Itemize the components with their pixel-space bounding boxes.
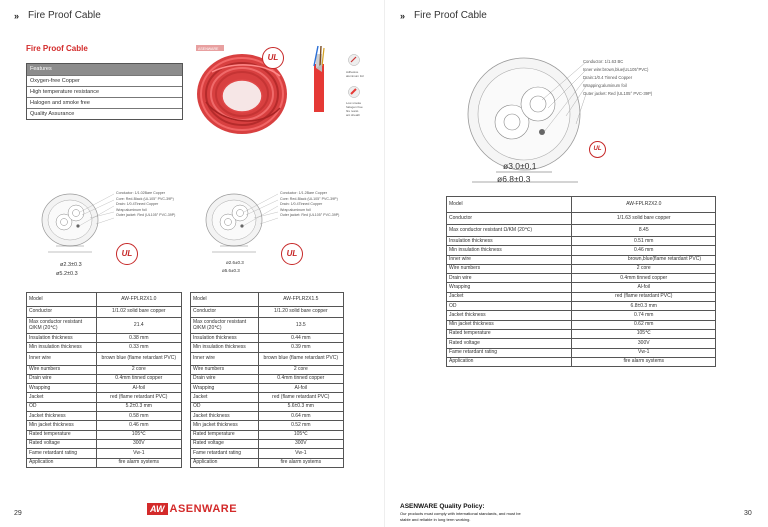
table-row: Inner wire brown blue (flame retardant PVC) [27,352,182,365]
table-row: Application fire alarm systems [447,357,716,366]
quality-policy [400,504,521,524]
brand-strip-text: ASENWARE [198,46,219,51]
table-row: Wrapping Al-foil [447,283,716,292]
table-row: Wrapping Al-foil [191,384,344,393]
table-row: Model AW-FPLR2X1.5 [191,293,344,307]
table-row: OD 5.2±0.3 mm [27,402,182,411]
table-row: Inner wire brown blue (flame retardant PVC) [191,352,344,365]
table-row: OD 6.8±0.3 mm [447,302,716,311]
outer-dimension: ø5.6±0.3 [222,268,240,273]
table-row: Rated voltage 300V [191,439,344,448]
ul-logo: UL [262,47,284,69]
table-row: Model AW-FPLR2X2.0 [447,197,716,213]
table-row: OD 5.6±0.3 mm [191,402,344,411]
brand-logo [147,503,237,515]
table-row: Jacket thickness 0.64 mm [191,412,344,421]
section-title: Fire Proof Cable [26,44,88,53]
table-row: Min insulation thickness 0.46 mm [447,246,716,255]
table-row: Wire numbers 2 core [447,264,716,273]
foil-detail-icon [348,54,360,66]
table-row: Jacket thickness 0.74 mm [447,311,716,320]
header-title: Fire Proof Cable [414,10,487,21]
table-row: Fame retardant rating Vw-1 [447,348,716,357]
table-row: Jacket red (flame retardant PVC) [447,292,716,301]
policy-title: ASENWARE Quality Policy: [400,503,485,510]
page-number-right: 30 [744,510,752,517]
table-row: Conductor 1/1.63 solid bare copper [447,213,716,225]
page-divider [384,0,385,527]
table-row: Min jacket thickness 0.62 mm [447,320,716,329]
inner-dimension: ø2.6±0.3 [226,260,244,265]
sheath-detail-icon [348,86,360,98]
policy-line: stable and reliable in long term working. [400,517,471,522]
spec-table-2 [190,292,344,468]
table-row: Drain wire 0.4mm tinned copper [447,274,716,283]
table-row: Inner wire brown,blue(flame retardant PVC) [447,255,716,264]
table-row: Wrapping Al-foil [27,384,182,393]
feature-item: High temperature resistance [27,86,182,97]
table-row: Max conductor resistant Ω/KM (20℃) 21.4 [27,318,182,334]
table-row: Fame retardant rating Vw-1 [191,449,344,458]
features-table [26,63,183,120]
cross-section-diagram-2 [200,188,290,256]
table-row: Min insulation thickness 0.33 mm [27,343,182,352]
diagram-1-labels: Conductor: 1/1.02Bare Copper Core: Red-Black (UL105° PVC-39P) Drain: 1/0.4Tinned Copper Wrap:aluminum foil Outer jacket: Red (UL105° PVC-39P) [116,191,176,218]
table-row: Insulation thickness 0.51 mm [447,237,716,246]
spec-table-3 [446,196,716,367]
table-row: Insulation thickness 0.38 mm [27,334,182,343]
table-row: Jacket red (flame retardant PVC) [27,393,182,402]
table-row: Rated temperature 105℃ [27,430,182,439]
table-row: Conductor 1/1.20 solid bare copper [191,307,344,318]
table-row: Drain wire 0.4mm tinned copper [191,374,344,383]
diagram-2-labels: Conductor: 1/1.2Bare Copper Core: Red-Black (UL105° PVC-39P) Drain: 1/0.4Tinned Copper Wrap:aluminum foil Outer jacket: Red (UL105° PVC-39P) [280,191,340,218]
outer-dimension: ø6.8±0.3 [497,174,531,184]
table-body [191,293,344,468]
table-row: Min jacket thickness 0.46 mm [27,421,182,430]
foil-caption: Adhesive aluminum foil [346,70,364,78]
table-row: Model AW-FPLR2X1.0 [27,293,182,307]
brand-name: ASENWARE [169,503,238,515]
table-row: Application fire alarm systems [27,458,182,467]
header-mark: » [14,10,19,21]
cable-cutaway-illustration [300,44,348,112]
header-mark: » [400,10,405,21]
table-row: Rated voltage 300V [447,339,716,348]
inner-dimension: ø2.3±0.3 [60,262,82,268]
table-row: Fame retardant rating Vw-1 [27,449,182,458]
table-row: Drain wire 0.4mm tinned copper [27,374,182,383]
table-row: Insulation thickness 0.44 mm [191,334,344,343]
outer-dimension: ø5.2±0.3 [56,271,78,277]
feature-item: Oxygen-free Copper [27,75,182,86]
table-row: Max conductor resistant Ω/KM (20℃) 8.45 [447,225,716,237]
table-row: Conductor 1/1.02 solid bare copper [27,307,182,318]
feature-item: Halogen and smoke free [27,97,182,108]
brand-mark: AW [147,503,168,515]
table-row: Jacket red (flame retardant PVC) [191,393,344,402]
ul-logo: UL [116,243,138,265]
spec-table-1 [26,292,182,468]
ul-logo: UL [589,141,606,158]
table-row: Min insulation thickness 0.39 mm [191,343,344,352]
table-row: Rated temperature 105℃ [447,329,716,338]
table-row: Application fire alarm systems [191,458,344,467]
table-body [447,197,716,367]
policy-line: Our products must comply with international standards, and must be [400,510,521,516]
feature-item: Quality Assurance [27,108,182,119]
table-row: Rated voltage 300V [27,439,182,448]
cross-section-diagram-1 [36,188,126,256]
table-row: Max conductor resistant Ω/KM (20℃) 13.5 [191,318,344,334]
table-row: Rated temperature 105℃ [191,430,344,439]
header-title: Fire Proof Cable [28,10,101,21]
right-page-header [400,10,487,21]
page-number-left: 29 [14,510,22,517]
table-row: Min jacket thickness 0.52 mm [191,421,344,430]
table-row: Wire numbers 2 core [27,365,182,374]
ul-logo: UL [281,243,303,265]
left-page-header [14,10,101,21]
features-heading: Features [27,64,182,75]
large-diagram-labels: Conductor: 1/1.63 BC Inner wire:brown,blue(UL105°PVC) Drain:1/0.4 Tinned Copper Wrapping:aluminum foil Outer jacket: Red (UL105° PVC-39P) [583,59,653,96]
inner-dimension: ø3.0±0.1 [503,161,537,171]
table-row: Jacket thickness 0.58 mm [27,412,182,421]
table-row: Wire numbers 2 core [191,365,344,374]
sheath-caption: Low smoke halogen free fire resist. ant sheath [346,101,363,117]
table-body [27,293,182,468]
